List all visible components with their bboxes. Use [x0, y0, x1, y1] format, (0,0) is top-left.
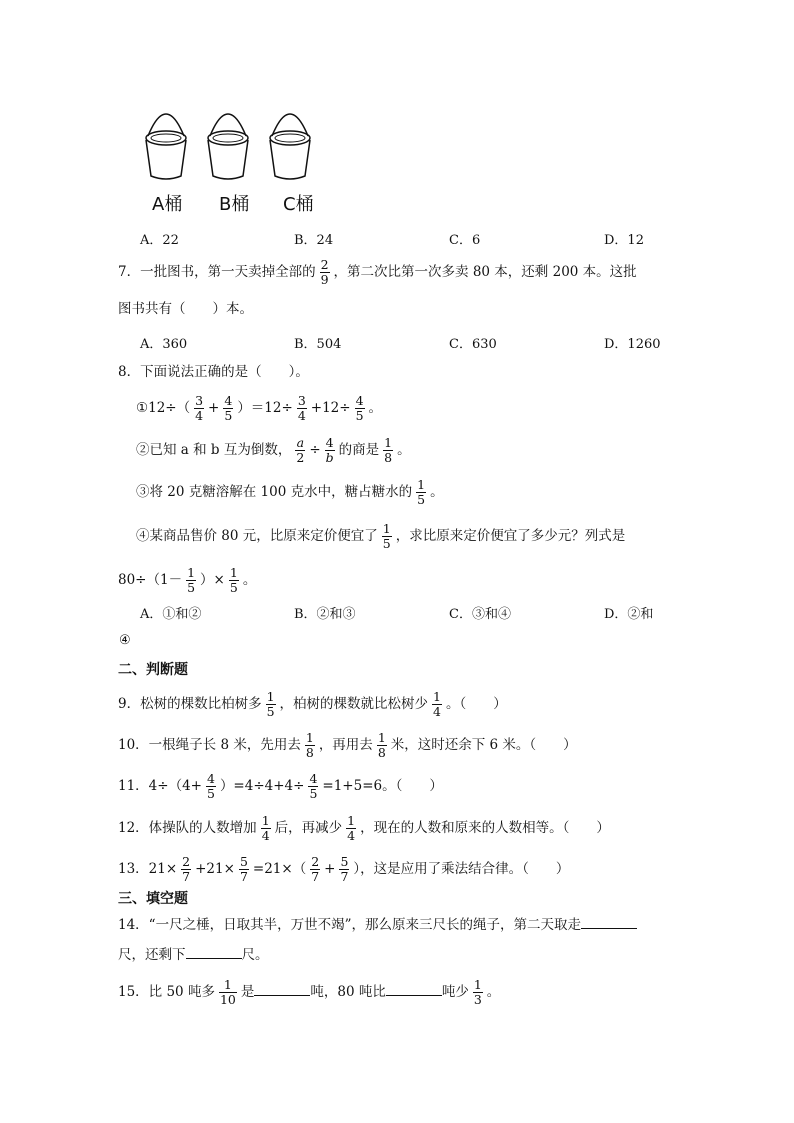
text: ，现在的人数和原来的人数相等。（ ） [360, 820, 610, 836]
fraction [206, 772, 216, 801]
frac-num: 5 [239, 854, 248, 869]
fraction [308, 772, 318, 801]
buckets-illustration [138, 100, 338, 185]
text: 吨少 [441, 984, 469, 1000]
text: =21×（ [252, 861, 307, 877]
answer-blank[interactable] [581, 914, 637, 929]
fraction [416, 478, 426, 507]
frac-num: 1 [473, 977, 482, 992]
q7-line2: 图书共有（ ）本。 [118, 301, 253, 317]
answer-blank[interactable] [254, 981, 310, 996]
text: 80÷（1－ [118, 572, 183, 588]
frac-den: 5 [229, 580, 238, 595]
fraction [310, 855, 320, 884]
q8-statement-1 [136, 394, 382, 423]
answer-blank[interactable] [186, 944, 242, 959]
frac-den: 8 [305, 745, 314, 760]
q8-statement-4-formula [118, 566, 256, 595]
text: ，再用去 [318, 737, 373, 753]
frac-num: 1 [187, 565, 196, 580]
text: ①12÷（ [136, 400, 191, 416]
frac-num: 1 [433, 689, 441, 704]
bucket-label-b: B桶 [219, 194, 250, 215]
text: 13．21× [118, 861, 178, 877]
frac-num: 3 [297, 393, 306, 408]
fraction [194, 394, 204, 423]
q13 [118, 855, 569, 884]
q6-option-b[interactable]: B．24 [294, 233, 334, 248]
frac-den: 7 [311, 869, 320, 884]
frac-num: 5 [340, 854, 349, 869]
q10 [118, 731, 577, 760]
text: 12．体操队的人数增加 [118, 820, 257, 836]
frac-den: 4 [261, 828, 270, 843]
frac-num: 1 [229, 565, 238, 580]
frac-den: 5 [266, 704, 275, 719]
q8-option-d[interactable]: D．②和 [604, 607, 654, 622]
frac-den: 7 [182, 869, 191, 884]
text: 。 [430, 484, 444, 500]
fraction [186, 566, 196, 595]
frac-num: 1 [219, 978, 237, 993]
q8-option-d-wrap[interactable]: ④ [119, 633, 131, 648]
frac-den: 2 [296, 450, 305, 465]
text: 。 [397, 442, 411, 458]
frac-den: 7 [239, 869, 248, 884]
fraction [325, 436, 335, 465]
q7-text: 7．一批图书，第一天卖掉全部的 [118, 264, 316, 280]
fraction [432, 690, 442, 719]
q7-line1 [118, 258, 637, 287]
frac-num: 1 [266, 689, 275, 704]
frac-den [325, 451, 335, 465]
text: 尺。 [241, 947, 269, 963]
fraction [229, 566, 239, 595]
q8-option-a[interactable]: A．①和② [140, 607, 202, 622]
bucket-b-icon [208, 114, 248, 179]
frac-den: 4 [347, 828, 356, 843]
q14-line1 [118, 914, 637, 935]
text: 。（ ） [446, 696, 507, 712]
q6-option-d[interactable]: D．12 [604, 233, 644, 248]
text: ）=4÷4+4÷ [219, 778, 305, 794]
frac-den: 7 [340, 869, 349, 884]
section-heading-fill-in: 三、填空题 [118, 891, 188, 907]
frac-den: 5 [355, 408, 364, 423]
text: + [324, 861, 336, 877]
frac-den: 4 [297, 408, 306, 423]
text: 9．松树的棵数比柏树多 [118, 696, 262, 712]
frac-num: 4 [206, 771, 215, 786]
text: + [208, 400, 220, 416]
frac-den: 5 [206, 786, 215, 801]
text: +21× [195, 861, 235, 877]
text: +12÷ [310, 400, 351, 416]
fraction [266, 690, 276, 719]
q7-text-2: ，第二次比第一次多卖 80 本，还剩 200 本。这批 [333, 264, 637, 280]
frac-num: 1 [417, 477, 426, 492]
frac-den: 3 [473, 992, 482, 1007]
text: 后，再减少 [274, 820, 343, 836]
frac-den: 10 [219, 992, 236, 1007]
text: ②已知 a 和 b 互为倒数， [136, 442, 292, 458]
fraction [383, 436, 393, 465]
q9 [118, 690, 507, 719]
var: b [325, 450, 334, 465]
bucket-label-c: C桶 [283, 194, 314, 215]
frac-num: 4 [309, 771, 318, 786]
q7-option-d[interactable]: D．1260 [604, 337, 661, 352]
q8-statement-3 [136, 478, 444, 507]
fraction [355, 394, 365, 423]
q8-statement-2 [136, 436, 411, 465]
text: 是 [240, 984, 255, 1000]
frac-num: 1 [382, 521, 391, 536]
bucket-c-icon [270, 114, 310, 179]
frac-num: 1 [377, 730, 386, 745]
text: 。 [368, 400, 383, 416]
fraction [295, 436, 305, 465]
fraction [219, 978, 237, 1007]
text: ）× [200, 572, 225, 588]
fraction [181, 855, 191, 884]
text: 10．一根绳子长 8 米，先用去 [118, 737, 301, 753]
frac-num: 1 [261, 813, 270, 828]
fraction [297, 394, 307, 423]
fraction [261, 814, 271, 843]
frac-num: 1 [305, 730, 314, 745]
text: 尺，还剩下 [118, 947, 186, 963]
frac-den: 9 [320, 272, 329, 287]
frac-num: 4 [224, 393, 233, 408]
frac-num: 2 [311, 854, 320, 869]
fraction [305, 731, 315, 760]
frac-num: 3 [195, 393, 204, 408]
q7-option-b[interactable]: B．504 [294, 337, 342, 352]
frac-num: 4 [325, 435, 334, 450]
text: 。 [486, 984, 501, 1000]
q6-option-c[interactable]: C．6 [449, 233, 481, 248]
answer-blank[interactable] [386, 981, 442, 996]
q8-option-b[interactable]: B．②和③ [294, 607, 356, 622]
fraction [339, 855, 349, 884]
text: ÷ [309, 442, 321, 458]
q8-stem: 8．下面说法正确的是（ ）。 [118, 364, 309, 380]
fraction [320, 258, 330, 287]
q8-option-c[interactable]: C．③和④ [449, 607, 511, 622]
q8-statement-4 [136, 522, 625, 551]
frac-den: 4 [433, 704, 441, 719]
var: a [296, 435, 305, 450]
frac-den: 5 [309, 786, 318, 801]
q6-option-a[interactable]: A．22 [140, 233, 179, 248]
fraction [223, 394, 233, 423]
text: ，柏树的棵数就比松树少 [279, 696, 429, 712]
text: ③将 20 克糖溶解在 100 克水中，糖占糖水的 [136, 484, 413, 500]
frac-den: 5 [417, 492, 426, 507]
frac-den: 5 [382, 536, 391, 551]
frac-num [295, 436, 305, 451]
text: 11．4÷（4+ [118, 778, 202, 794]
frac-num: 2 [320, 257, 329, 272]
fraction [239, 855, 249, 884]
q15 [118, 978, 500, 1007]
frac-num: 1 [347, 813, 356, 828]
fraction [346, 814, 356, 843]
frac-num: 1 [384, 435, 393, 450]
q7-option-c[interactable]: C．630 [449, 337, 497, 352]
text: ，求比原来定价便宜了多少元？列式是 [395, 528, 626, 544]
text: 吨，80 吨比 [310, 984, 386, 1000]
text: 的商是 [338, 442, 380, 458]
fraction [382, 522, 392, 551]
fraction [377, 731, 387, 760]
section-heading-judgement: 二、判断题 [118, 662, 188, 678]
fraction [473, 978, 483, 1007]
text: 14．“一尺之棰，日取其半，万世不竭”，那么原来三尺长的绳子，第二天取走 [118, 917, 581, 933]
frac-num: 4 [355, 393, 364, 408]
frac-den: 8 [384, 450, 393, 465]
frac-den: 5 [187, 580, 196, 595]
frac-den: 5 [224, 408, 233, 423]
bucket-a-icon [146, 114, 186, 179]
q12 [118, 814, 610, 843]
text: 15．比 50 吨多 [118, 984, 215, 1000]
text: =1+5=6。（ ） [322, 778, 443, 794]
q7-option-a[interactable]: A．360 [140, 337, 188, 352]
text: ④某商品售价 80 元，比原来定价便宜了 [136, 528, 378, 544]
frac-den: 8 [377, 745, 386, 760]
bucket-label-a: A桶 [152, 194, 183, 215]
text: ）＝12÷ [237, 400, 293, 416]
frac-num: 2 [182, 854, 191, 869]
text: ），这是应用了乘法结合律。（ ） [353, 861, 570, 877]
text: 米，这时还余下 6 米。（ ） [390, 737, 577, 753]
text: 。 [242, 572, 257, 588]
q11 [118, 772, 443, 801]
q14-line2 [118, 944, 269, 965]
frac-den: 4 [195, 408, 204, 423]
